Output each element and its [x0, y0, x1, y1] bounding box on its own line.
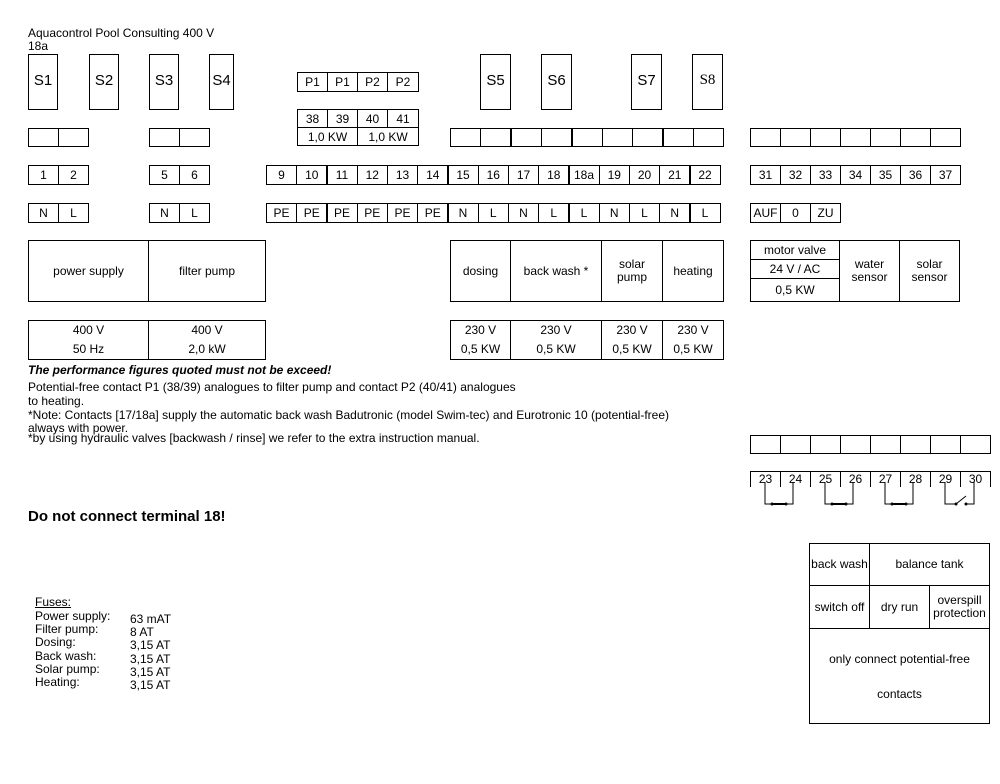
lower-terminal-number: 24	[780, 471, 811, 487]
empty-cell	[870, 128, 901, 147]
conductor-label: PE	[296, 203, 327, 223]
switch-s6: S6	[541, 54, 572, 110]
lower-terminal-number: 27	[870, 471, 901, 487]
diagram-subtitle: 18a	[28, 39, 49, 53]
rating-voltage: 400 V	[191, 323, 223, 337]
note-line-5: *by using hydraulic valves [backwash / rinse] we refer to the extra instruction manual.	[28, 431, 480, 445]
rating-voltage: 230 V	[540, 323, 572, 337]
empty-cell	[750, 435, 781, 454]
rating-power-supply	[28, 320, 149, 360]
rating-solar-pump	[601, 320, 663, 360]
terminal-number: 15	[448, 165, 479, 185]
lower-terminal-number: 30	[960, 471, 991, 487]
conductor-label: 0	[780, 203, 811, 223]
legend-potential-free-1: only connect potential-free	[829, 652, 970, 666]
conductor-label: L	[179, 203, 210, 223]
back-wash-box: back wash *	[510, 240, 602, 302]
empty-cell	[179, 128, 210, 147]
empty-cell	[58, 128, 89, 147]
terminal-number: 2	[58, 165, 89, 185]
fuse-label: Solar pump:	[35, 661, 100, 676]
empty-cell	[511, 128, 542, 147]
empty-cell	[480, 128, 511, 147]
empty-cell	[930, 128, 961, 147]
empty-cell	[693, 128, 724, 147]
conductor-label: PE	[327, 203, 358, 223]
empty-cell	[541, 128, 572, 147]
conductor-label: L	[58, 203, 89, 223]
empty-cell	[632, 128, 663, 147]
contact-label-p2a: P2	[357, 72, 388, 92]
empty-cell	[750, 128, 781, 147]
conductor-label: PE	[417, 203, 448, 223]
rating-dosing	[450, 320, 511, 360]
rating-power: 0,5 KW	[612, 342, 652, 356]
terminal-number: 13	[387, 165, 418, 185]
contact-number-39: 39	[327, 109, 358, 128]
terminal-number: 37	[930, 165, 961, 185]
fuse-label: Power supply:	[35, 609, 111, 623]
switch-s5: S5	[480, 54, 511, 110]
terminal-number: 12	[357, 165, 388, 185]
terminal-number: 9	[266, 165, 297, 185]
rating-voltage: 400 V	[72, 323, 105, 337]
empty-cell	[780, 435, 811, 454]
empty-cell	[900, 128, 931, 147]
conductor-label: N	[448, 203, 479, 223]
terminal-number: 17	[508, 165, 539, 185]
terminal-number: 18	[538, 165, 569, 185]
conductor-label: AUF	[750, 203, 781, 223]
dosing-box: dosing	[450, 240, 511, 302]
empty-cell	[28, 128, 59, 147]
legend-back-wash: back wash	[809, 543, 870, 586]
terminal-number: 21	[659, 165, 690, 185]
switch-s1: S1	[28, 54, 58, 110]
conductor-label: N	[149, 203, 180, 223]
contact-label-p1b: P1	[327, 72, 358, 92]
switch-s2: S2	[89, 54, 119, 110]
rating-filter-pump	[148, 320, 266, 360]
lower-terminal-number: 25	[810, 471, 841, 487]
motor-valve-voltage: 24 V / AC	[750, 259, 840, 279]
fuses-title: Fuses:	[35, 595, 72, 609]
empty-cell	[572, 128, 603, 147]
power-supply-box: power supply	[28, 240, 149, 302]
rating-power: 0,5 KW	[460, 342, 501, 356]
rating-power: 2,0 kW	[188, 342, 226, 356]
diagram-title: Aquacontrol Pool Consulting 400 V	[28, 26, 215, 40]
terminal-number: 18a	[569, 165, 600, 185]
conductor-label: L	[538, 203, 569, 223]
conductor-label: N	[508, 203, 539, 223]
rating-frequency: 50 Hz	[72, 342, 105, 356]
empty-cell	[840, 435, 871, 454]
switch-s7: S7	[631, 54, 662, 110]
fuse-value: 3,15 AT	[130, 651, 171, 666]
empty-cell	[900, 435, 931, 454]
switch-s8: S8	[692, 54, 723, 110]
terminal-number: 34	[840, 165, 871, 185]
conductor-label: L	[629, 203, 660, 223]
conductor-label: N	[28, 203, 59, 223]
do-not-connect-note: Do not connect terminal 18!	[28, 508, 226, 525]
fuse-label: Dosing:	[35, 635, 76, 650]
conductor-label: PE	[357, 203, 388, 223]
fuse-value: 8 AT	[130, 625, 154, 640]
empty-cell	[149, 128, 180, 147]
legend-potential-free-2: contacts	[877, 687, 922, 701]
conductor-label: ZU	[810, 203, 841, 223]
note-line-4: always with power.	[28, 421, 129, 435]
terminal-number: 11	[327, 165, 358, 185]
lower-terminal-number: 26	[840, 471, 871, 487]
fuse-value: 3,15 AT	[130, 638, 171, 653]
rating-voltage: 230 V	[464, 323, 497, 337]
fuse-value: 3,15 AT	[130, 664, 171, 679]
conductor-label: PE	[266, 203, 297, 223]
empty-cell	[930, 435, 961, 454]
terminal-number: 1	[28, 165, 59, 185]
empty-cell	[663, 128, 694, 147]
empty-cell	[840, 128, 871, 147]
contact-label-p2b: P2	[387, 72, 419, 92]
fuse-label: Heating:	[35, 675, 80, 689]
conductor-label: PE	[387, 203, 418, 223]
contact-power-p1: 1,0 KW	[297, 127, 358, 146]
switch-s3: S3	[149, 54, 179, 110]
note-line-1: Potential-free contact P1 (38/39) analogues to filter pump and contact P2 (40/41) analogues	[28, 380, 516, 394]
terminal-number: 36	[900, 165, 931, 185]
conductor-label: L	[690, 203, 721, 223]
rating-power: 0,5 KW	[536, 342, 576, 356]
fuse-value: 63 mAT	[130, 612, 172, 626]
switch-s4: S4	[209, 54, 234, 110]
fuse-label: Filter pump:	[35, 622, 99, 637]
conductor-label: L	[478, 203, 509, 223]
filter-pump-box: filter pump	[148, 240, 266, 302]
conductor-label: N	[659, 203, 690, 223]
contact-number-40: 40	[357, 109, 388, 128]
rating-heating	[662, 320, 724, 360]
rating-power: 0,5 KW	[673, 342, 713, 356]
empty-cell	[450, 128, 481, 147]
terminal-number: 10	[296, 165, 327, 185]
solar-sensor-box: solar sensor	[899, 240, 960, 302]
warning-note: The performance figures quoted must not be exceed!	[28, 363, 332, 377]
lower-terminal-number: 29	[930, 471, 961, 487]
empty-cell	[870, 435, 901, 454]
lower-terminal-number: 23	[750, 471, 781, 487]
terminal-number: 20	[629, 165, 660, 185]
note-line-3: *Note: Contacts [17/18a] supply the automatic back wash Badutronic (model Swim-tec) and Eurotronic 10 (potential-free)	[28, 408, 669, 422]
terminal-number: 32	[780, 165, 811, 185]
contact-label-p1a: P1	[297, 72, 328, 92]
terminal-number: 19	[599, 165, 630, 185]
contact-power-p2: 1,0 KW	[357, 127, 419, 146]
rating-back-wash	[510, 320, 602, 360]
legend-balance-tank: balance tank	[869, 543, 990, 586]
legend-dry-run: dry run	[869, 585, 930, 629]
empty-cell	[780, 128, 811, 147]
heating-box: heating	[662, 240, 724, 302]
conductor-label: L	[569, 203, 600, 223]
contact-number-41: 41	[387, 109, 419, 128]
legend-overspill: overspill protection	[929, 585, 990, 629]
empty-cell	[810, 128, 841, 147]
empty-cell	[602, 128, 633, 147]
terminal-number: 5	[149, 165, 180, 185]
empty-cell	[810, 435, 841, 454]
fuse-label: Back wash:	[35, 648, 97, 663]
conductor-label: N	[599, 203, 630, 223]
legend-switch-off: switch off	[809, 585, 870, 629]
note-line-2: to heating.	[28, 394, 85, 408]
terminal-number: 33	[810, 165, 841, 185]
terminal-number: 22	[690, 165, 721, 185]
terminal-number: 14	[417, 165, 448, 185]
contact-number-38: 38	[297, 109, 328, 128]
fuse-value: 3,15 AT	[130, 678, 171, 692]
rating-voltage: 230 V	[616, 323, 648, 337]
motor-valve-power: 0,5 KW	[750, 278, 840, 302]
contact-symbols	[750, 470, 992, 510]
terminal-number: 16	[478, 165, 509, 185]
terminal-number: 35	[870, 165, 901, 185]
empty-cell	[960, 435, 991, 454]
water-sensor-box: water sensor	[839, 240, 900, 302]
lower-terminal-number: 28	[900, 471, 931, 487]
terminal-number: 6	[179, 165, 210, 185]
rating-voltage: 230 V	[677, 323, 709, 337]
terminal-number: 31	[750, 165, 781, 185]
motor-valve-box: motor valve	[750, 240, 840, 260]
solar-pump-box: solar pump	[601, 240, 663, 302]
